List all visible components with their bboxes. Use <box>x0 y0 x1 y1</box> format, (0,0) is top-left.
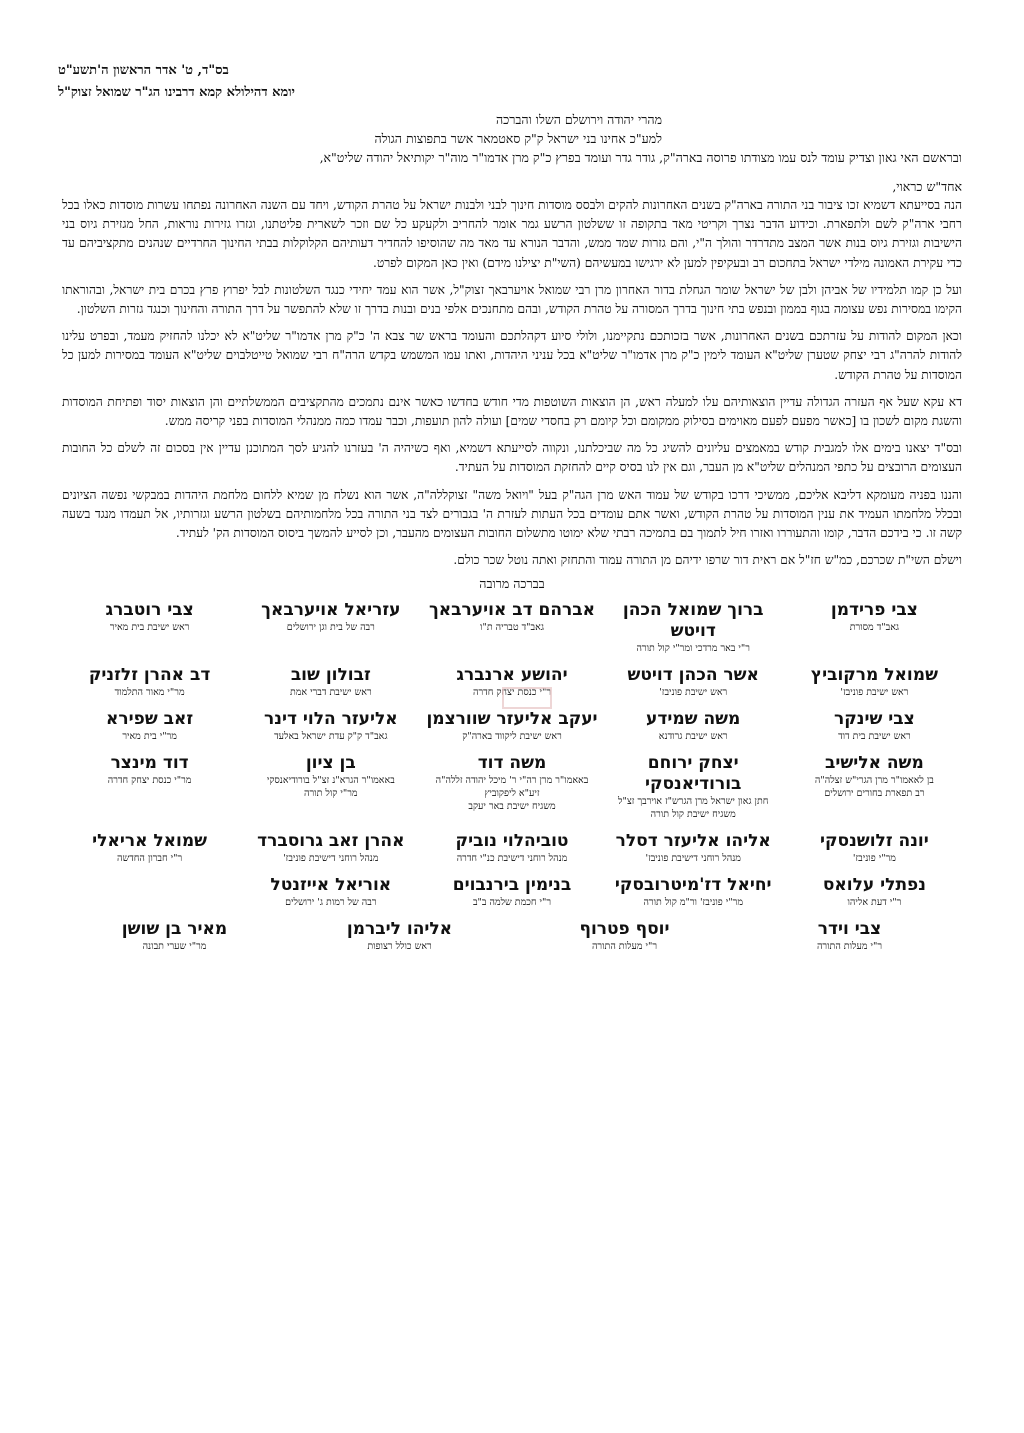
signatory-name: עזריאל אויערבאך <box>261 600 401 621</box>
signature-block <box>606 875 781 909</box>
signature-block <box>424 831 599 865</box>
signatory-title: ר"י מעלות התורה <box>591 941 658 953</box>
letter-date-header <box>58 60 295 104</box>
signatory-name: צבי רוטברג <box>105 600 194 621</box>
signature-block <box>606 753 781 821</box>
signatory-title: ראש ישיבת בית דוד <box>838 731 911 743</box>
signatory-title: ר"י חכמת שלמה ב"ב <box>472 897 552 909</box>
signatory-name: דוד מינצר <box>110 753 189 774</box>
signatory-title: ראש ישיבת בית מאיר <box>109 622 190 634</box>
signatory-name: צבי פרידמן <box>830 600 918 621</box>
signature-block <box>243 709 418 743</box>
signatory-title: מר"י בית מאיר <box>122 731 177 743</box>
signature-block <box>737 919 962 953</box>
signatory-name: בנימין בירנבוים <box>452 875 572 896</box>
body-paragraph: וכאן המקום להודות על עזרתכם בשנים האחרונות, אשר בזכותכם נתקיימנו, ולולי סיוע דקהלתכם והעומד בראש שר צבא ה' כ"ק מרן אדמו"ר שליט"א לא יכלנו להחזיק מעמד, ובפרט עלינו להודות להרה"ג רבי יצחק שטערן שליט"א העומד לימין כ"ק מרן אדמו"ר שליט"א בכל עניני היהדות, ואתו עמו המשמש בקדש הרה"ח רבי שמואל טייטלבוים שליט"א העומד במסירות למען כל המוסדות על טהרת הקודש. <box>62 329 962 382</box>
signatory-name: צבי שינקר <box>834 709 915 730</box>
signature-block <box>787 600 962 655</box>
signatory-title: גאב"ד טבריה ת"ו <box>480 622 544 634</box>
occasion-line: יומא דהילולא קמא דרבינו הג"ר שמואל זצוק"ל <box>58 85 295 100</box>
signatory-title: ראש ישיבת גרודנא <box>658 731 728 743</box>
signatory-position: משגיח ישיבת קול תורה <box>650 809 736 821</box>
signatory-title: מנהל רוחני דישיבת פוניבז' <box>283 853 379 865</box>
signature-block <box>787 665 962 699</box>
signature-block <box>606 709 781 743</box>
signatory-title: מנהל רוחני דישיבת כנ"י חדרה <box>456 853 568 865</box>
signatory-name: אוריאל אייזנטל <box>270 875 392 896</box>
signatory-title: גאב"ד מסורת <box>849 622 900 634</box>
blessing-line: בברכה מרובה <box>479 576 545 592</box>
signature-block <box>62 919 287 953</box>
signature-block <box>787 875 962 909</box>
signatory-title: רבה של בית וגן ירושלים <box>286 622 375 634</box>
body-paragraph: ועל כן קמו תלמידיו של אביהן ולבן של ישראל שומר הגחלת בדור האחרון מרן רבי שמואל אויערבאך זצוק"ל, אשר הוא עמד יחידי כנגד השלטונות לבל יפרוץ פרץ בכרם בית ישראל, ובהוראתו הקימו במסירות נפש עצומה בגוף בממון ובנפש בתי חינוך בדרך המסורה על טהרת הקודש, ובהם מתחנכים אלפי בנים ובנות בדרך זו שלא להתפשר על דרך התורה והחינוך וכנגד גזרות השלטון. <box>62 282 962 317</box>
signatory-title: ראש כולל רצופות <box>367 941 432 953</box>
signatory-position: רב תפארת בחורים ירושלים <box>824 788 925 800</box>
signature-block <box>62 600 237 655</box>
signatures-grid <box>62 600 962 909</box>
signatures-last-row <box>62 919 962 953</box>
signature-block <box>62 709 237 743</box>
signatory-name: בן ציון <box>305 753 356 774</box>
signatory-title: ראש ישיבת ליקווד בארה"ק <box>462 731 562 743</box>
signatory-title: באאמו"ר מרן רה"י ר' מיכל יהודה זללה"ה זיע"א ליפקוביץ <box>435 775 589 800</box>
signature-block <box>787 831 962 865</box>
signatory-title: מר"י פוניבז' <box>852 853 896 865</box>
signatory-name: יצחק ירוחם בורודיאנסקי <box>644 753 742 795</box>
signatory-name: יונה זלושנסקי <box>820 831 929 852</box>
signature-block <box>512 919 737 953</box>
signatory-name: אשר הכהן דויטש <box>627 665 759 686</box>
signatory-title: ר"י כנסת יצחק חדרה <box>473 687 552 699</box>
signature-block <box>787 709 962 743</box>
date-line: בס"ד, ט' אדר הראשון ה'תשע"ט <box>58 63 229 78</box>
signatory-name: ברוך שמואל הכהן דויטש <box>622 600 764 642</box>
signature-block <box>243 875 418 909</box>
signatory-name: אליהו ליברמן <box>346 919 453 940</box>
body-paragraph: דא עקא שעל אף העזרה הגדולה עדיין הוצאותיהם עלו למעלה ראש, הן הוצאות השוטפות מדי חודש בחדשו כאשר אינם נתמכים מהתקציבים הממשלתיים והן הוצאות יסוד ופתיחת המוסדות והשגת מקום לשכון בו [כאשר מפעם לפעם מאוימים בסילוק ממקומם וכל קיומם רק בחסדי שמים] ועולה להון תועפות, וכבר עמדו כמה ממנהלי המוסדות בפני קריסה ממש. <box>62 394 962 429</box>
signatory-title: באאמו"ר הגרא"נ זצ"ל בורודיאנסקי <box>266 775 395 787</box>
signatory-title: ר"י דעת אליהו <box>847 897 902 909</box>
signatory-name: דב אהרן זלזניק <box>88 665 211 686</box>
addressee-line-3: ובראשם האי גאון וצדיק עומד לנס עמו מצודתו פרוסה בארה"ק, גודר גדר ועומד בפרץ כ"ק מרן אדמו"ר מוה"ר יקותיאל יהודה שליט"א, <box>319 150 962 165</box>
body-paragraph: והננו בפניה מעומקא דליבא אליכם, ממשיכי דרכו בקודש של עמוד האש מרן הגה"ק בעל "ויואל משה" זצוקללה"ה, אשר הוא נשלח מן שמיא ללחום מלחמת היהדות במבקשי נפשה הציונים ובכלל מלחמתו העמיד את ענין המוסדות על טהרת הקודש, ואשר אתם עומדים בכל העתות לעזרת ה' בגבורים לצד בני התורה בכל מלחמותיהם בשלטון הרשע וגזרותיו, אל תעמדו מנגד בשעה קשה זו. כי בידכם הדבר, קומו והתעוררו ואזרו חיל לתמוך בם בתמיכה רבתי שלא ימוטו מתשלום החובות העצומים מהעבר, וכן לסייע להמשך ביסוס המוסדות הק' לעתיד. <box>62 487 962 541</box>
signatory-name: מאיר בן שושן <box>121 919 228 940</box>
signatory-name: יעקב אליעזר שוורצמן <box>426 709 598 730</box>
signature-block <box>243 753 418 821</box>
signatory-title: ראש ישיבת דברי אמת <box>289 687 372 699</box>
signatory-title: מנהל רוחני דישיבת פוניבז' <box>645 853 741 865</box>
signatory-name: נפתלי עלואס <box>822 875 926 896</box>
signatory-title: גאב"ד ק"ק עדת ישראל באלעד <box>274 731 388 743</box>
signatory-name: זאב שפירא <box>106 709 194 730</box>
addressee-line-2: למע"כ אחינו בני ישראל ק"ק סאטמאר אשר בתפוצות הגולה <box>374 131 662 146</box>
signatory-name: יחיאל דז'מיטרובסקי <box>614 875 772 896</box>
signatory-title: ר"י באר מרדכי ומר"י קול תורה <box>636 643 750 655</box>
signature-block <box>787 753 962 821</box>
signatory-title: ראש ישיבת פוניבז' <box>659 687 728 699</box>
signatory-name: משה דוד <box>477 753 547 774</box>
signatory-position: משגיח ישיבת באר יעקב <box>468 801 556 813</box>
signatory-name: אליהו אליעזר דסלר <box>615 831 771 852</box>
signature-block <box>606 600 781 655</box>
signatory-name: משה אלישיב <box>825 753 924 774</box>
signature-block <box>62 753 237 821</box>
signatory-title: מר"י כנסת יצחק חדרה <box>107 775 192 787</box>
signature-block <box>424 753 599 821</box>
signatory-name: משה שמידע <box>646 709 741 730</box>
body-paragraph: ובס"ד יצאנו בימים אלו למגבית קודש במאמצים עליונים להשיג כל מה שביכלתנו, ונקווה לסייעתא דשמיא, ואף כשיהיה ה' בעזרנו להגיע לסך המתוכנן עדיין אין בסכום זה לשלם כל החובות העצומים הרובצים על כתפי המנהלים שליט"א מן העבר, וגם אין לנו בסיס קיים להחזקת המוסדות על העתיד. <box>62 441 962 475</box>
closing-line: וישלם השי"ת שכרכם, כמ"ש חז"ל אם ראית דור שרפו ידיהם מן התורה עמוד והתחזק ואתה נוטל שכר כולם. <box>453 553 962 568</box>
faint-stamp <box>502 687 552 709</box>
signatory-name: אברהם דב אויערבאך <box>428 600 596 621</box>
signatory-position: מר"י קול תורה <box>304 788 358 800</box>
signatory-name: יוסף פטרוף <box>579 919 670 940</box>
signatory-title: ראש ישיבת פוניבז' <box>840 687 909 699</box>
signatory-name: אהרן זאב גרוסברד <box>257 831 405 852</box>
signatory-title: בן לאאמו"ר מרן הגרי"ש זצלה"ה <box>814 775 934 787</box>
signature-block <box>243 665 418 699</box>
signatory-title: חתן גאון ישראל מרן הגרש"ז אוירבך זצ"ל <box>618 796 769 808</box>
letter-body <box>62 196 962 543</box>
signature-block <box>62 665 237 699</box>
signatory-name: שמואל מרקוביץ <box>810 665 938 686</box>
signature-block <box>424 709 599 743</box>
signature-block <box>606 831 781 865</box>
signatory-title: רבה של רמות ג' ירושלים <box>285 897 377 909</box>
signature-block <box>287 919 512 953</box>
signature-block <box>606 665 781 699</box>
signatory-name: טוביהלוי נוביק <box>455 831 569 852</box>
signature-block <box>424 875 599 909</box>
signatory-title: מר"י מאור התלמוד <box>114 687 185 699</box>
signatory-name: יהושע ארנברג <box>456 665 568 686</box>
signatory-name: צבי וידר <box>817 919 882 940</box>
signatory-name: אליעזר הלוי דינר <box>264 709 398 730</box>
signatory-name: שמואל אריאלי <box>92 831 208 852</box>
signature-block <box>243 831 418 865</box>
signatory-title: ר"י מעלות התורה <box>816 941 883 953</box>
signatory-title: ר"י חברון החדשה <box>117 853 183 865</box>
signatory-title: מר"י פוניבז' ור"מ קול תורה <box>643 897 743 909</box>
signature-block <box>243 600 418 655</box>
signature-block <box>424 600 599 655</box>
addressee-block <box>62 110 962 167</box>
signatory-title: מר"י שערי תבונה <box>142 941 207 953</box>
signatory-name: זבולון שוב <box>290 665 371 686</box>
greeting: אחד"ש כראוי, <box>892 179 962 194</box>
signature-block <box>62 831 237 865</box>
addressee-line-1: מהרי יהודה וירושלם השלו והברכה <box>495 112 662 127</box>
body-paragraph: הנה בסייעתא דשמיא זכו ציבור בני התורה בארה"ק בשנים האחרונות להקים ולבסס מוסדות חינוך לבני ולבנות ישראל על טהרת הקודש, ויחד עם השנה האחרונה נפתחו עשרות מוסדות כאלו בכל רחבי ארה"ק לשם ולתפארת. וכידוע הדבר נצרך וקריטי מאד בתקופה זו ששלטון הרשע גמר אומר להחריב ולקעקע כל שם וזכר לשארית פליטתנו, וגזרו גזירות נוראות, החל מגזירת גיוס בני הישיבות וגזירת גיוס בנות אשר המצב מתדרדר והולך ה"י, והם גזרות שמד ממש, והדבר הנורא עד מאד מה שהוסיפו להחדיר דעותיהם הקלוקלות בבתי החינוך החרדיים שנהנים מתקציביהם עד כדי עקירת האמונה מילדי ישראל בתחכום רב ובעקיפין למען לא ירגישו במעשיהם (השי"ת יצילנו מידם) ואין כאן המקום לפרט. <box>62 198 962 270</box>
